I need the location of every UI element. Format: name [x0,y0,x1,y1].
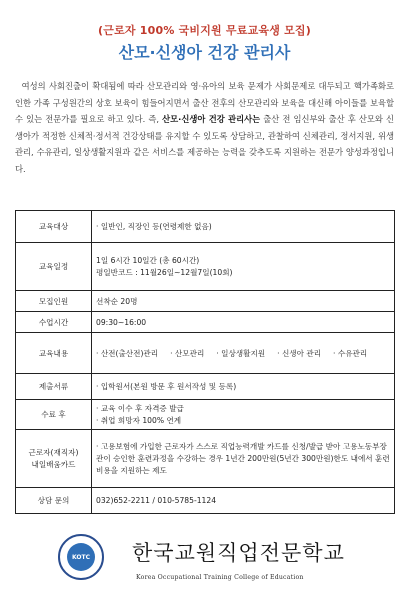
card-value: · 고용보험에 가입한 근로자가 스스로 직업능력개발 카드를 신청/발급 받아 고용노동부장관이 승인한 훈련과정을 수강하는 경우 1년간 200만원(5년간 300만원)한도 내에서 훈련비용을 지원하는 제도 [92,430,395,488]
after-value [92,400,395,430]
content-value [92,333,395,374]
intro-text-2: 출산 전 임신부와 출산 후 산모와 신생아가 적정한 신체적·정서적 건강상태를 유지할 수 있도록 상담하고, 관찰하여 신체관리, 정서지원, 위생관리, 수유관리, 일상생활지원과 같은 서비스를 제공하는 능력을 갖추도록 지원하는 전문가 양성과정입니다. [15,114,395,174]
table-row [16,430,395,488]
target-label: 교육대상 [16,211,92,243]
table-row [16,374,395,400]
contact-value: 032)652-2211 / 010-5785-1124 [92,488,395,514]
content-item: · 산전(출산전)관리 [96,348,159,358]
card-label-1: 근로자(재직자) [28,448,79,457]
school-name: 한국교원직업전문학교 [132,541,345,565]
table-row [16,243,395,291]
target-value: · 일반인, 직장인 등(연령제한 없음) [92,211,395,243]
content-item: · 일상생활지원 [216,348,266,358]
docs-label: 제출서류 [16,374,92,400]
recruit-subtitle: (근로자 100% 국비지원 무료교육생 모집) [98,24,311,37]
recruit-label: 모집인원 [16,291,92,312]
recruit-value: 선착순 20명 [92,291,395,312]
contact-label: 상담 문의 [16,488,92,514]
table-row [16,400,395,430]
time-label: 수업시간 [16,312,92,333]
table-row [16,333,395,374]
docs-value: · 입학원서(본원 방문 후 원서작성 및 등록) [92,374,395,400]
content-item: · 산모관리 [170,348,205,358]
schedule-line-2: 평일반코드 : 11월26일~12월7일(10회) [96,267,233,277]
after-line-1: · 교육 이수 후 자격증 발급 [96,404,184,413]
content-item: · 신생아 관리 [277,348,322,358]
table-row [16,488,395,514]
intro-text-1: 여성의 사회진출이 확대됨에 따라 산모관리와 영·유아의 보육 문제가 사회문제로 대두되고 핵가족화로 인한 가족 구성원간의 상호 보육이 힘들어지면서 출산 전후의 산모관리와 보육을 대신해 아이들를 보육할 수 있는 전문가를 필요로 하고 있다. 즉, [15,81,394,125]
card-label-2: 내일배움카드 [31,459,76,469]
card-label [16,430,92,488]
time-value: 09:30~16:00 [92,312,395,333]
schedule-label: 교육일정 [16,243,92,291]
table-row [16,312,395,333]
content-item: · 수유관리 [333,348,368,358]
intro-bold: 산모·신생아 건강 관리사는 [162,114,261,125]
school-logo-icon: KOTC [58,534,104,580]
intro-paragraph [15,78,394,178]
info-table [15,210,395,514]
schedule-line-1: 1일 6시간 10일간 (총 60시간) [96,256,200,265]
content-label: 교육내용 [16,333,92,374]
table-row [16,291,395,312]
table-row [16,211,395,243]
schedule-value [92,243,395,291]
page-title: 산모·신생아 건강 관리사 [118,43,291,62]
after-line-2: · 취업 희망자 100% 연계 [96,415,182,425]
after-label: 수료 후 [16,400,92,430]
school-name-en: Korea Occupational Training College of Education [136,574,304,581]
